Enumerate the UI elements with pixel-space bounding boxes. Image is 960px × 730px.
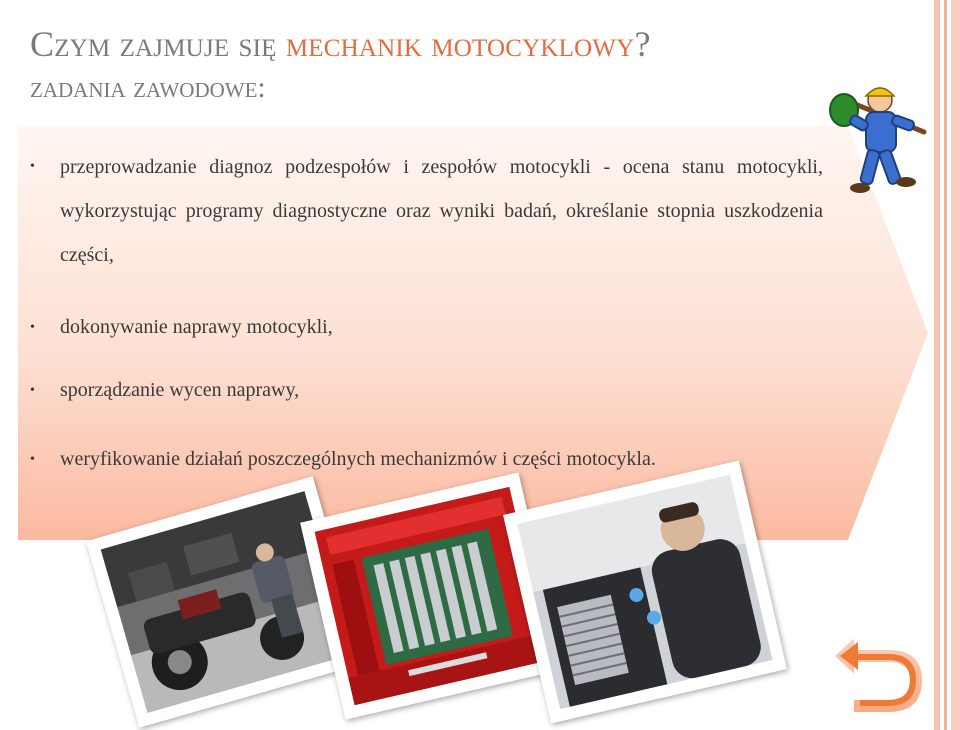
bullet-dot: • — [30, 383, 35, 398]
decor-stripe — [951, 0, 960, 730]
worker-with-bundle-icon — [826, 78, 930, 196]
title-line-2: zadania zawodowe: — [30, 71, 266, 104]
title-highlight: mechanik motocyklowy — [285, 24, 635, 64]
bullet-item — [28, 145, 823, 277]
bullet-item — [28, 305, 823, 350]
decor-stripe — [944, 0, 947, 730]
bullet-text: weryfikowanie działań poszczególnych mechanizmów i części motocykla. — [60, 448, 656, 470]
bullet-dot: • — [30, 452, 35, 467]
decor-stripe — [934, 0, 940, 730]
return-arrow-icon[interactable] — [828, 628, 932, 720]
bullet-text: dokonywanie naprawy motocykli, — [60, 316, 333, 338]
bullet-text: sporządzanie wycen naprawy, — [60, 379, 300, 401]
mechanic-image — [517, 475, 772, 709]
bullet-text: przeprowadzanie diagnoz podzespołów i zespołów motocykli - ocena stanu motocykli, wykorzystując programy diagnostyczne oraz wyniki badań, określanie stopnia uszkodzenia części, — [60, 156, 823, 266]
title-line-1 — [30, 22, 651, 66]
title-suffix: ? — [634, 24, 651, 64]
slide-title — [30, 22, 651, 106]
bullet-list — [28, 145, 823, 482]
bullet-item — [28, 368, 823, 413]
bullet-dot: • — [30, 159, 35, 174]
title-prefix: Czym zajmuje się — [30, 24, 286, 64]
bullet-dot: • — [30, 320, 35, 335]
